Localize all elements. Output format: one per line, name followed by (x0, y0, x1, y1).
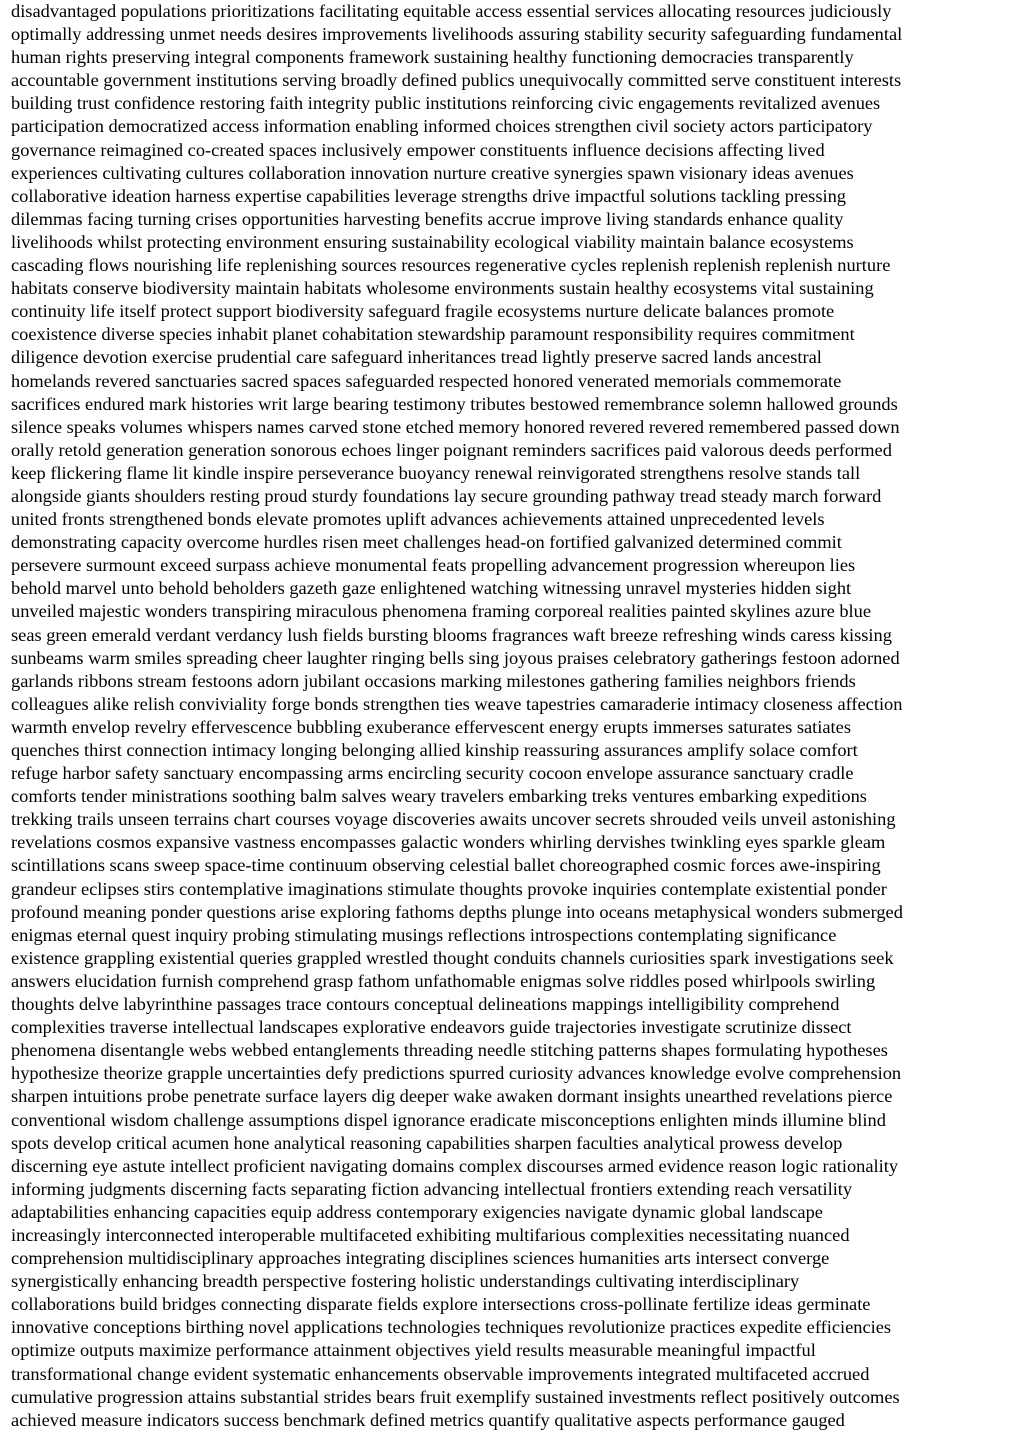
text-line: dilemmas facing turning crises opportunities harvesting benefits accrue improve living standards enhance quality (11, 208, 844, 229)
text-line: adaptabilities enhancing capacities equip address contemporary exigencies navigate dynamic global landscape (11, 1201, 823, 1222)
text-line: revelations cosmos expansive vastness encompasses galactic wonders whirling dervishes twinkling eyes sparkle gleam (11, 832, 886, 853)
text-line: optimally addressing unmet needs desires improvements livelihoods assuring stability security safeguarding fundamental (11, 24, 903, 45)
text-line: cumulative progression attains substantial strides bears fruit exemplify sustained investments reflect positively outcomes (11, 1386, 900, 1407)
text-line: disadvantaged populations prioritizations facilitating equitable access essential services allocating resources judiciously (11, 1, 892, 21)
text-line: continuity life itself protect support biodiversity safeguard fragile ecosystems nurture delicate balances promote (11, 301, 835, 322)
text-line: refuge harbor safety sanctuary encompassing arms encircling security cocoon envelope assurance sanctuary cradle (11, 763, 854, 784)
text-line: sunbeams warm smiles spreading cheer laughter ringing bells sing joyous praises celebratory gatherings festoon adorned (11, 647, 900, 668)
text-line: silence speaks volumes whispers names carved stone etched memory honored revered revered remembered passed down (11, 416, 900, 437)
text-line: seas green emerald verdant verdancy lush fields bursting blooms fragrances waft breeze refreshing winds caress kissing (11, 624, 892, 645)
text-line: accountable government institutions serving broadly defined publics unequivocally committed serve constituent interests (11, 70, 902, 91)
text-line: optimize outputs maximize performance attainment objectives yield results measurable meaningful impactful (11, 1340, 816, 1361)
text-line: demonstrating capacity overcome hurdles risen meet challenges head-on fortified galvanized determined commit (11, 532, 842, 553)
text-line: transformational change evident systematic enhancements observable improvements integrated multifaceted accrued (11, 1363, 870, 1384)
text-line: complexities traverse intellectual landscapes explorative endeavors guide trajectories investigate scrutinize dissect (11, 1017, 852, 1038)
text-line: spots develop critical acumen hone analytical reasoning capabilities sharpen faculties analytical prowess develop (11, 1132, 843, 1153)
text-line: keep flickering flame lit kindle inspire perseverance buoyancy renewal reinvigorated strengthens resolve stands tall (11, 462, 861, 483)
text-line: discerning eye astute intellect proficient navigating domains complex discourses armed evidence reason logic rationality (11, 1155, 899, 1176)
text-line: collaborations build bridges connecting disparate fields explore intersections cross-pollinate fertilize ideas germinate (11, 1294, 871, 1315)
text-line: conventional wisdom challenge assumptions dispel ignorance eradicate misconceptions enlighten minds illumine blind (11, 1109, 886, 1130)
text-line: governance reimagined co-created spaces inclusively empower constituents influence decisions affecting lived (11, 139, 825, 160)
text-line: livelihoods whilst protecting environment ensuring sustainability ecological viability maintain balance ecosystems (11, 231, 854, 252)
text-line: existence grappling existential queries grappled wrestled thought conduits channels curiosities spark investigations seek (11, 947, 894, 968)
text-line: behold marvel unto behold beholders gazeth gaze enlightened watching witnessing unravel mysteries hidden sight (11, 578, 852, 599)
text-line: comforts tender ministrations soothing balm salves weary travelers embarking treks ventures embarking expeditions (11, 786, 867, 807)
text-line: answers elucidation furnish comprehend grasp fathom unfathomable enigmas solve riddles posed whirlpools swirling (11, 970, 876, 991)
text-line: thoughts delve labyrinthine passages trace contours conceptual delineations mappings intelligibility comprehend (11, 994, 840, 1015)
text-line: phenomena disentangle webs webbed entanglements threading needle stitching patterns shapes formulating hypotheses (11, 1040, 888, 1061)
text-line: synergistically enhancing breadth perspective fostering holistic understandings cultivating interdisciplinary (11, 1271, 800, 1292)
text-line: habitats conserve biodiversity maintain habitats wholesome environments sustain healthy ecosystems vital sustaining (11, 278, 874, 299)
text-line: enigmas eternal quest inquiry probing stimulating musings reflections introspections contemplating significance (11, 924, 837, 945)
text-line: quenches thirst connection intimacy longing belonging allied kinship reassuring assurances amplify solace comfort (11, 740, 858, 760)
text-line: human rights preserving integral components framework sustaining healthy functioning democracies transparently (11, 47, 854, 68)
text-line: building trust confidence restoring faith integrity public institutions reinforcing civic engagements revitalized avenues (11, 93, 881, 114)
text-line: experiences cultivating cultures collaboration innovation nurture creative synergies spawn visionary ideas avenues (11, 162, 854, 183)
text-line: achieved measure indicators success benchmark defined metrics quantify qualitative aspects performance gauged (11, 1409, 845, 1430)
text-line: sharpen intuitions probe penetrate surface layers dig deeper wake awaken dormant insights unearthed revelations pierce (11, 1086, 893, 1107)
text-line: persevere surmount exceed surpass achieve monumental feats propelling advancement progression whereupon lies (11, 555, 856, 576)
text-line: participation democratized access information enabling informed choices strengthen civil society actors participatory (11, 116, 873, 137)
text-line: hypothesize theorize grapple uncertainties defy predictions spurred curiosity advances knowledge evolve comprehension (11, 1063, 902, 1084)
text-line: collaborative ideation harness expertise capabilities leverage strengths drive impactful solutions tackling pressing (11, 185, 846, 206)
text-line: diligence devotion exercise prudential care safeguard inheritances tread lightly preserve sacred lands ancestral (11, 347, 822, 368)
text-line: sacrifices endured mark histories writ large bearing testimony tributes bestowed remembrance solemn hallowed grounds (11, 393, 898, 414)
text-line: unveiled majestic wonders transpiring miraculous phenomena framing corporeal realities painted skylines azure blue (11, 601, 871, 622)
text-line: scintillations scans sweep space-time continuum observing celestial ballet choreographed cosmic forces awe-inspiring (11, 855, 881, 876)
text-line: colleagues alike relish conviviality forge bonds strengthen ties weave tapestries camaraderie intimacy closeness affection (11, 693, 903, 714)
text-line: orally retold generation generation sonorous echoes linger poignant reminders sacrifices paid valorous deeds performed (11, 439, 892, 460)
text-line: informing judgments discerning facts separating fiction advancing intellectual frontiers extending reach versatility (11, 1178, 853, 1199)
text-line: alongside giants shoulders resting proud sturdy foundations lay secure grounding pathway tread steady march forward (11, 485, 882, 506)
text-line: cascading flows nourishing life replenishing sources resources regenerative cycles replenish replenish replenish nurture (11, 255, 891, 276)
text-line: innovative conceptions birthing novel applications technologies techniques revolutionize practices expedite efficiencies (11, 1317, 892, 1338)
text-line: profound meaning ponder questions arise exploring fathoms depths plunge into oceans metaphysical wonders submerged (11, 901, 903, 922)
text-line: trekking trails unseen terrains chart courses voyage discoveries awaits uncover secrets shrouded veils unveil astonishing (11, 809, 896, 830)
text-line: increasingly interconnected interoperable multifaceted exhibiting multifarious complexities necessitating nuanced (11, 1224, 850, 1245)
text-line: garlands ribbons stream festoons adorn jubilant occasions marking milestones gathering families neighbors friends (11, 670, 856, 691)
text-line: united fronts strengthened bonds elevate promotes uplift advances achievements attained unprecedented levels (11, 509, 825, 530)
text-line: coexistence diverse species inhabit planet cohabitation stewardship paramount responsibility requires commitment (11, 324, 855, 345)
text-line: grandeur eclipses stirs contemplative imaginations stimulate thoughts provoke inquiries contemplate existential ponder (11, 878, 887, 899)
text-line: comprehension multidisciplinary approaches integrating disciplines sciences humanities arts intersect converge (11, 1248, 830, 1269)
text-line: homelands revered sanctuaries sacred spaces safeguarded respected honored venerated memorials commemorate (11, 370, 842, 391)
text-line: warmth envelop revelry effervescence bubbling exuberance effervescent energy erupts immerses saturates satiates (11, 716, 851, 737)
